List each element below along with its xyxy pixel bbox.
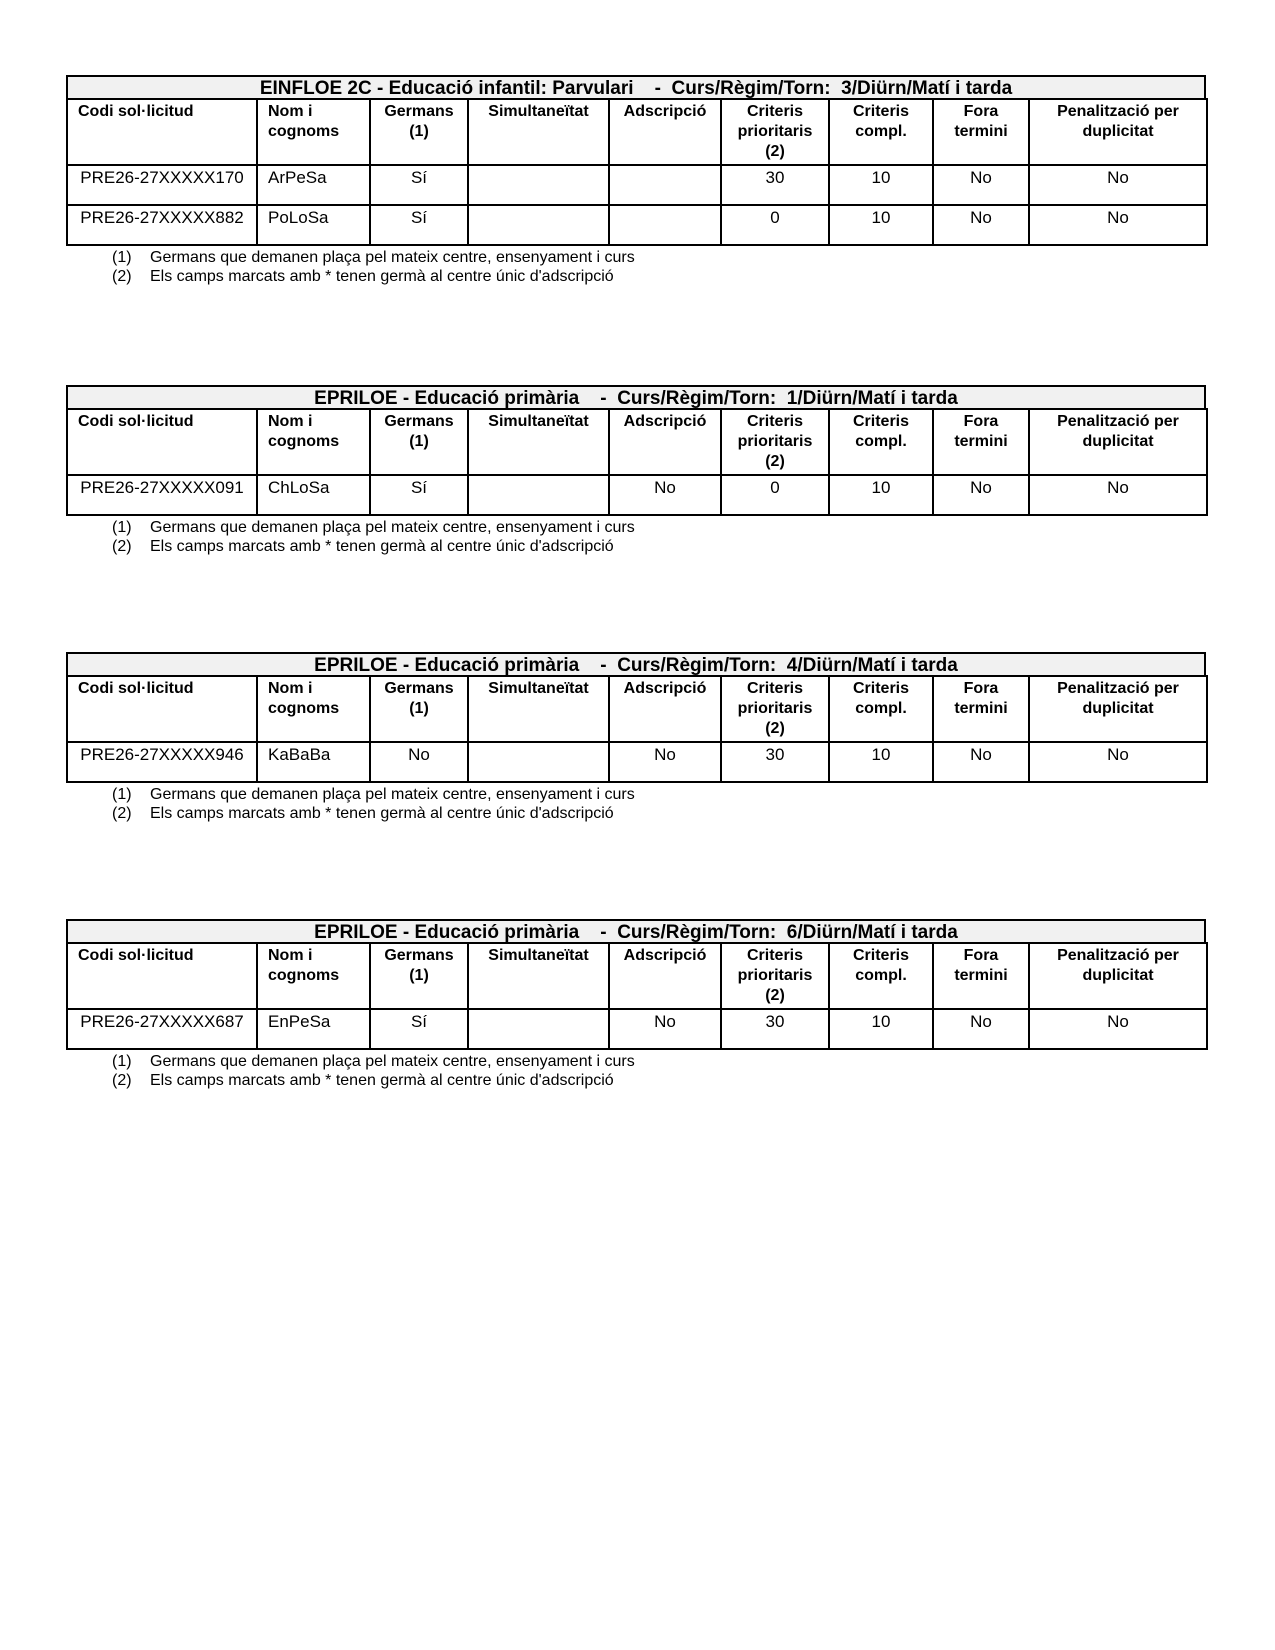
footnote-number: (1) [112,519,132,536]
germans-cell: No [370,742,468,782]
nom-cell: PoLoSa [257,205,370,245]
adscripcio-cell [609,165,721,205]
footnote [66,518,1206,537]
section-block [66,652,1206,823]
criteris-prioritaris-header: Criteris prioritaris (2) [721,676,829,742]
criteris-prioritaris-header: Criteris prioritaris (2) [721,409,829,475]
criteris-compl-cell: 10 [829,205,933,245]
criteris-prioritaris-cell: 0 [721,475,829,515]
adscripcio-cell [609,205,721,245]
footnotes [66,1052,1206,1090]
footnote [66,785,1206,804]
nom-cell: EnPeSa [257,1009,370,1049]
footnote-number: (2) [112,268,132,285]
codi-cell: PRE26-27XXXXX882 [67,205,257,245]
adscripcio-header: Adscripció [609,409,721,475]
footnote [66,1071,1206,1090]
germans-cell: Sí [370,205,468,245]
footnote-number: (1) [112,249,132,266]
penalitzacio-cell: No [1029,1009,1207,1049]
table-header-row [67,409,1207,475]
table-row [67,742,1207,782]
germans-header: Germans (1) [370,676,468,742]
footnotes [66,248,1206,286]
simultaneitat-cell [468,475,609,515]
footnote [66,1052,1206,1071]
germans-header: Germans (1) [370,99,468,165]
germans-cell: Sí [370,165,468,205]
codi-cell: PRE26-27XXXXX091 [67,475,257,515]
simultaneitat-cell [468,165,609,205]
fora-termini-cell: No [933,1009,1029,1049]
footnote-number: (1) [112,1053,132,1070]
codi-header: Codi sol·licitud [67,943,257,1009]
adscripcio-cell: No [609,475,721,515]
table-row [67,165,1207,205]
germans-header: Germans (1) [370,409,468,475]
footnote-text: Els camps marcats amb * tenen germà al centre únic d'adscripció [150,268,614,285]
codi-cell: PRE26-27XXXXX170 [67,165,257,205]
section-title: EPRILOE - Educació primària - Curs/Règim/Torn: 4/Diürn/Matí i tarda [66,652,1206,675]
footnote-text: Germans que demanen plaça pel mateix centre, ensenyament i curs [150,1053,635,1070]
simultaneitat-cell [468,1009,609,1049]
criteris-prioritaris-cell: 30 [721,742,829,782]
penalitzacio-header: Penalització per duplicitat [1029,409,1207,475]
adscripcio-cell: No [609,742,721,782]
footnote-text: Germans que demanen plaça pel mateix centre, ensenyament i curs [150,249,635,266]
nom-cell: ArPeSa [257,165,370,205]
simultaneitat-cell [468,205,609,245]
germans-header: Germans (1) [370,943,468,1009]
codi-cell: PRE26-27XXXXX946 [67,742,257,782]
table-header-row [67,99,1207,165]
penalitzacio-header: Penalització per duplicitat [1029,943,1207,1009]
criteris-prioritaris-cell: 30 [721,165,829,205]
footnote [66,537,1206,556]
table-row [67,205,1207,245]
criteris-prioritaris-cell: 0 [721,205,829,245]
nom-header: Nom i cognoms [257,943,370,1009]
fora-termini-header: Fora termini [933,943,1029,1009]
table-header-row [67,943,1207,1009]
footnote-number: (2) [112,538,132,555]
simultaneitat-header: Simultaneïtat [468,99,609,165]
footnote-text: Els camps marcats amb * tenen germà al centre únic d'adscripció [150,805,614,822]
simultaneitat-cell [468,742,609,782]
section-block [66,385,1206,556]
criteris-compl-header: Criteris compl. [829,676,933,742]
results-table [66,942,1208,1050]
fora-termini-header: Fora termini [933,676,1029,742]
codi-header: Codi sol·licitud [67,99,257,165]
section-title: EPRILOE - Educació primària - Curs/Règim/Torn: 6/Diürn/Matí i tarda [66,919,1206,942]
table-row [67,1009,1207,1049]
adscripcio-cell: No [609,1009,721,1049]
table-row [67,475,1207,515]
table-header-row [67,676,1207,742]
footnote-number: (2) [112,805,132,822]
criteris-compl-cell: 10 [829,165,933,205]
criteris-prioritaris-header: Criteris prioritaris (2) [721,943,829,1009]
criteris-compl-cell: 10 [829,742,933,782]
adscripcio-header: Adscripció [609,99,721,165]
section-title: EINFLOE 2C - Educació infantil: Parvulari - Curs/Règim/Torn: 3/Diürn/Matí i tarda [66,75,1206,98]
footnotes [66,785,1206,823]
penalitzacio-header: Penalització per duplicitat [1029,676,1207,742]
penalitzacio-cell: No [1029,742,1207,782]
simultaneitat-header: Simultaneïtat [468,676,609,742]
nom-header: Nom i cognoms [257,409,370,475]
nom-header: Nom i cognoms [257,99,370,165]
section-block [66,919,1206,1090]
section-title: EPRILOE - Educació primària - Curs/Règim/Torn: 1/Diürn/Matí i tarda [66,385,1206,408]
nom-cell: ChLoSa [257,475,370,515]
footnote-number: (2) [112,1072,132,1089]
footnote-text: Els camps marcats amb * tenen germà al centre únic d'adscripció [150,538,614,555]
penalitzacio-cell: No [1029,475,1207,515]
fora-termini-cell: No [933,205,1029,245]
codi-cell: PRE26-27XXXXX687 [67,1009,257,1049]
germans-cell: Sí [370,475,468,515]
penalitzacio-header: Penalització per duplicitat [1029,99,1207,165]
criteris-compl-header: Criteris compl. [829,943,933,1009]
criteris-prioritaris-header: Criteris prioritaris (2) [721,99,829,165]
codi-header: Codi sol·licitud [67,409,257,475]
codi-header: Codi sol·licitud [67,676,257,742]
nom-header: Nom i cognoms [257,676,370,742]
footnote-text: Els camps marcats amb * tenen germà al centre únic d'adscripció [150,1072,614,1089]
fora-termini-header: Fora termini [933,99,1029,165]
criteris-compl-cell: 10 [829,1009,933,1049]
fora-termini-cell: No [933,742,1029,782]
simultaneitat-header: Simultaneïtat [468,943,609,1009]
results-table [66,408,1208,516]
results-table [66,675,1208,783]
criteris-prioritaris-cell: 30 [721,1009,829,1049]
nom-cell: KaBaBa [257,742,370,782]
footnote [66,804,1206,823]
footnotes [66,518,1206,556]
section-block [66,75,1206,286]
footnote-text: Germans que demanen plaça pel mateix centre, ensenyament i curs [150,519,635,536]
penalitzacio-cell: No [1029,165,1207,205]
footnote [66,248,1206,267]
criteris-compl-cell: 10 [829,475,933,515]
adscripcio-header: Adscripció [609,676,721,742]
fora-termini-cell: No [933,475,1029,515]
criteris-compl-header: Criteris compl. [829,99,933,165]
adscripcio-header: Adscripció [609,943,721,1009]
footnote-text: Germans que demanen plaça pel mateix centre, ensenyament i curs [150,786,635,803]
germans-cell: Sí [370,1009,468,1049]
criteris-compl-header: Criteris compl. [829,409,933,475]
fora-termini-cell: No [933,165,1029,205]
footnote [66,267,1206,286]
footnote-number: (1) [112,786,132,803]
results-table [66,98,1208,246]
penalitzacio-cell: No [1029,205,1207,245]
simultaneitat-header: Simultaneïtat [468,409,609,475]
fora-termini-header: Fora termini [933,409,1029,475]
